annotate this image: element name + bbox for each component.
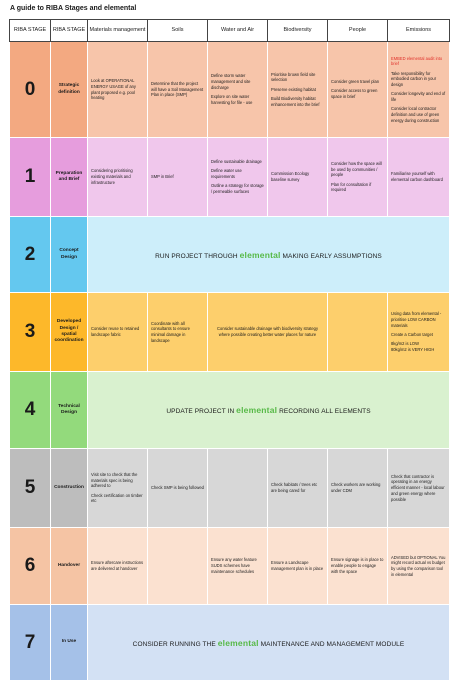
stage-number: 2 xyxy=(10,217,51,293)
cell-soils: Determine that the project will have a Soil Management Plan in place (SMP) xyxy=(148,42,208,138)
header-riba-stage-number: RIBA STAGE xyxy=(10,20,51,42)
cell-materials: Look at OPERATIONAL ENERGY USAGE of any plant proposed e.g. pool heating xyxy=(88,42,148,138)
stage-name: Preparation and Brief xyxy=(51,138,88,217)
stage-banner: RUN PROJECT THROUGH elemental MAKING EARLY ASSUMPTIONS xyxy=(88,217,450,293)
cell-emissions: ADVISED but OPTIONAL You might record actual vs budget by using the comparison tool in elemental xyxy=(388,528,450,605)
cell-biodiversity: Commission Ecology baseline survey xyxy=(268,138,328,217)
cell-soils xyxy=(148,528,208,605)
header-riba-stage-name: RIBA STAGE xyxy=(51,20,88,42)
cell-materials: Visit site to check that the materials spec is being adhered to Check certification on timber etc xyxy=(88,449,148,528)
stage-name: Handover xyxy=(51,528,88,605)
stage-name: Construction xyxy=(51,449,88,528)
cell-water-and-air: Define sustainable drainage Define water use requirements Outline a strategy for storage / permeable surfaces xyxy=(208,138,268,217)
cell-water-biodiversity: Consider sustainable drainage with biodiversity strategy where possible creating better water places for nature xyxy=(208,293,328,372)
cell-people: Consider green travel plan Consider access to green space in brief xyxy=(328,42,388,138)
stage-name: Concept Design xyxy=(51,217,88,293)
cell-soils: SMP in Brief xyxy=(148,138,208,217)
stage-row-0 xyxy=(10,42,450,138)
cell-biodiversity: Prioritise brown field site selection Preserve existing habitat Build Biodiversity habitat enhancement into the brief xyxy=(268,42,328,138)
header-soils: Soils xyxy=(148,20,208,42)
stage-name: Developed Design / spatial coordination xyxy=(51,293,88,372)
stage-name: Strategic definition xyxy=(51,42,88,138)
stage-row-4 xyxy=(10,372,450,449)
stage-number: 1 xyxy=(10,138,51,217)
riba-stages-table xyxy=(9,19,450,681)
stage-name: In Use xyxy=(51,605,88,681)
stage-number: 7 xyxy=(10,605,51,681)
stage-number: 3 xyxy=(10,293,51,372)
document-title: A guide to RIBA Stages and elemental xyxy=(10,5,137,12)
stage-number: 6 xyxy=(10,528,51,605)
cell-emissions: Familiarise yourself with elemental carbon dashboard xyxy=(388,138,450,217)
cell-emissions: Check that contractor is operating in an energy efficient manner - local labour and green energy where possible xyxy=(388,449,450,528)
cell-biodiversity: Check habitats / trees etc are being cared for xyxy=(268,449,328,528)
elemental-brand-text: elemental xyxy=(236,405,278,415)
cell-water-and-air: Ensure any water feature SUDS schemes have maintenance schedules xyxy=(208,528,268,605)
stage-number: 4 xyxy=(10,372,51,449)
cell-biodiversity: Ensure a Landscape management plan is in place xyxy=(268,528,328,605)
cell-materials: Consider reuse to retained landscape fabric xyxy=(88,293,148,372)
stage-row-1 xyxy=(10,138,450,217)
elemental-brand-text: elemental xyxy=(217,637,259,648)
header-emissions: Emissions xyxy=(388,20,450,42)
header-materials-management: Materials management xyxy=(88,20,148,42)
stage-number: 5 xyxy=(10,449,51,528)
cell-soils: Check SMP is being followed xyxy=(148,449,208,528)
stage-number: 0 xyxy=(10,42,51,138)
stage-row-2 xyxy=(10,217,450,293)
cell-water-and-air: Define storm water management and site discharge Explore on site water harvesting for file - use xyxy=(208,42,268,138)
header-water-and-air: Water and Air xyxy=(208,20,268,42)
elemental-brand-text: elemental xyxy=(239,249,281,260)
stage-banner: CONSIDER RUNNING THE elemental MAINTENANCE AND MANAGEMENT MODULE xyxy=(88,605,450,681)
stage-row-6 xyxy=(10,528,450,605)
cell-people: Consider how the space will be used by communities / people Plan for consultation if required xyxy=(328,138,388,217)
stage-row-5 xyxy=(10,449,450,528)
stage-row-7 xyxy=(10,605,450,681)
cell-emissions: EMBED elemental audit into brief Take responsibility for embodied carbon in your design Consider longevity and end of life Consider local contractor definition and use of green energy during construction xyxy=(388,42,450,138)
cell-people xyxy=(328,293,388,372)
stage-row-3 xyxy=(10,293,450,372)
header-biodiversity: Biodiversity xyxy=(268,20,328,42)
stage-banner: UPDATE PROJECT IN elemental RECORDING ALL ELEMENTS xyxy=(88,372,450,449)
cell-people: Check workers are working under CDM xyxy=(328,449,388,528)
cell-materials: Ensure aftercare instructions are delivered at handover xyxy=(88,528,148,605)
table-header-row xyxy=(10,20,450,42)
stage-name: Technical Design xyxy=(51,372,88,449)
cell-water-and-air xyxy=(208,449,268,528)
cell-materials: Considering prioritising existing materials and infrastructure xyxy=(88,138,148,217)
header-people: People xyxy=(328,20,388,42)
cell-soils: Coordinate with all consultants to ensure minimal damage in landscape xyxy=(148,293,208,372)
cell-emissions: Using data from elemental - prioritise LOW CARBON materials Create a Carbon target 8kg/m2 is LOW 80kg/m2 is VERY HIGH xyxy=(388,293,450,372)
cell-people: Ensure signage is in place to enable people to engage with the space xyxy=(328,528,388,605)
